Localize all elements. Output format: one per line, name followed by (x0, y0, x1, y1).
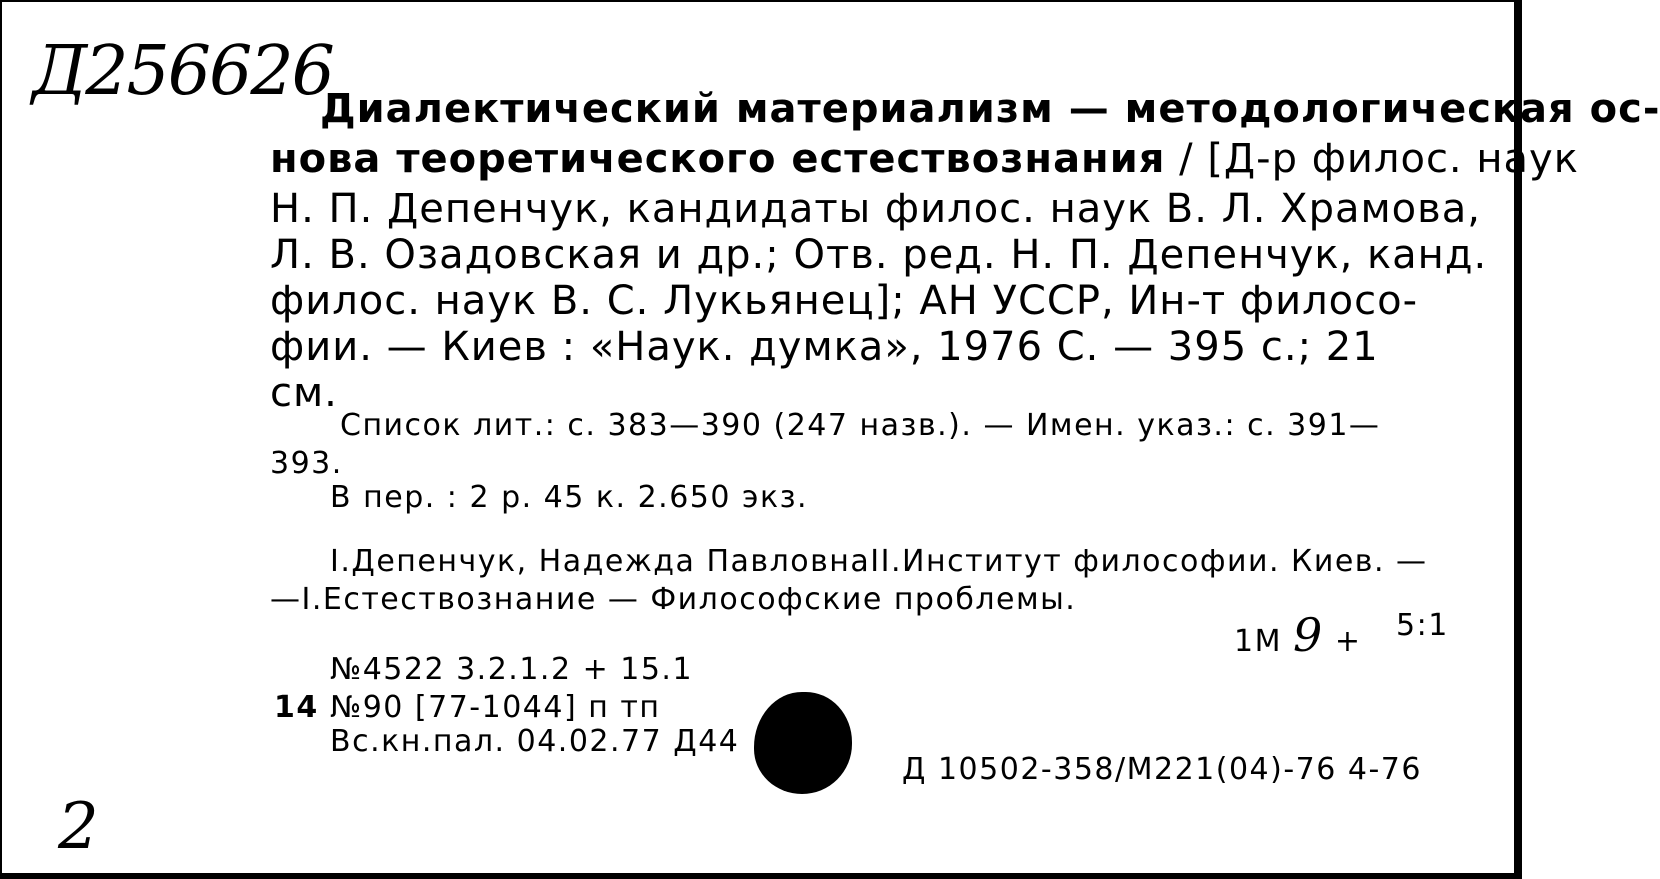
shelf-mark-ratio: 5:1 (1396, 608, 1449, 643)
tracing-line-1: I.Депенчук, Надежда ПавловнаII.Институт философии. Киев. — (330, 544, 1428, 579)
body-line-2: Л. В. Озадовская и др.; Отв. ред. Н. П. Депенчук, канд. (270, 232, 1488, 278)
note-bibliography-cont: 393. (270, 446, 343, 481)
tracing-line-2: —I.Естествознание — Философские проблемы. (270, 582, 1077, 617)
note-price: В пер. : 2 р. 45 к. 2.650 экз. (330, 480, 809, 515)
body-line-3: филос. наук В. С. Лукьянец]; АН УССР, Ин-т филосо- (270, 278, 1419, 324)
body-line-1: Н. П. Депенчук, кандидаты филос. наук В. Л. Храмова, (270, 186, 1481, 232)
title-line-2-rest: / [Д-р филос. наук (1165, 136, 1579, 182)
body-line-4: фии. — Киев : «Наук. думка», 1976 С. — 395 с.; 21 (270, 324, 1379, 370)
service-line-2: №90 [77-1044] п тп (330, 690, 661, 725)
title-line-2-bold: нова теоретического естествознания (270, 136, 1166, 182)
shelf-mark-suffix: + (1334, 624, 1362, 659)
service-prefix: 14 (274, 690, 319, 725)
note-bibliography: Список лит.: с. 383—390 (247 назв.). — Имен. указ.: с. 391— (340, 408, 1381, 443)
shelf-mark-handwritten-digit: 9 (1293, 608, 1324, 662)
service-line-3: Вс.кн.пал. 04.02.77 Д44 (330, 724, 740, 759)
handwritten-accession-number: Д256626 (32, 32, 333, 111)
punch-hole (754, 692, 852, 794)
shelf-mark-prefix: 1М (1234, 624, 1282, 659)
title-line-1: Диалектический материализм — методологическая ос- (320, 86, 1660, 132)
service-line-1: №4522 3.2.1.2 + 15.1 (330, 652, 694, 687)
body-line-5: см. (270, 370, 338, 416)
handwritten-mark: 2 (58, 790, 99, 864)
index-code: Д 10502-358/М221(04)-76 4-76 (902, 752, 1422, 787)
title-line-2 (270, 136, 1579, 182)
shelf-mark (1234, 608, 1362, 662)
